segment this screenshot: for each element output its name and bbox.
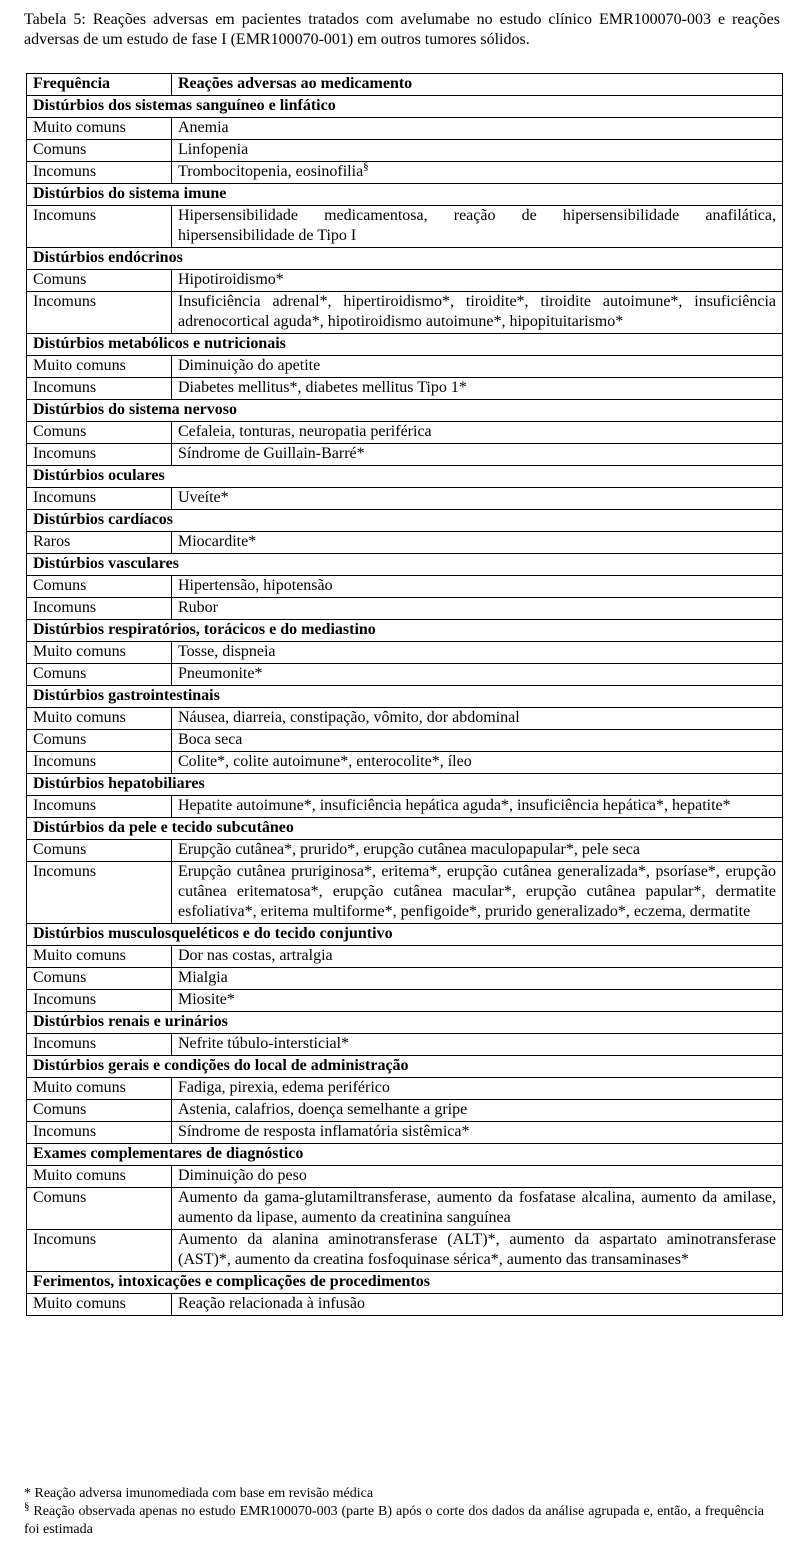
reactions-text: Tosse, dispneia <box>178 643 276 660</box>
reactions-cell <box>172 1188 783 1230</box>
frequency-cell: Incomuns <box>27 990 172 1012</box>
table-row <box>27 1122 783 1144</box>
frequency-cell: Incomuns <box>27 1122 172 1144</box>
frequency-cell: Incomuns <box>27 206 172 248</box>
category-name: Distúrbios vasculares <box>27 554 783 576</box>
category-row <box>27 248 783 270</box>
table-row <box>27 1188 783 1230</box>
frequency-cell: Muito comuns <box>27 1166 172 1188</box>
frequency-cell: Comuns <box>27 840 172 862</box>
reactions-cell <box>172 752 783 774</box>
category-row <box>27 924 783 946</box>
table-row <box>27 598 783 620</box>
category-name: Distúrbios da pele e tecido subcutâneo <box>27 818 783 840</box>
category-row <box>27 96 783 118</box>
category-name: Distúrbios metabólicos e nutricionais <box>27 334 783 356</box>
frequency-cell: Comuns <box>27 730 172 752</box>
frequency-cell: Incomuns <box>27 796 172 818</box>
category-name: Distúrbios musculosqueléticos e do tecido conjuntivo <box>27 924 783 946</box>
reactions-text: Hipertensão, hipotensão <box>178 577 333 594</box>
frequency-cell: Muito comuns <box>27 1294 172 1316</box>
category-row <box>27 1272 783 1294</box>
header-frequency: Frequência <box>27 74 172 96</box>
category-row <box>27 466 783 488</box>
reactions-cell <box>172 840 783 862</box>
category-row <box>27 1056 783 1078</box>
reactions-text: Aumento da alanina aminotransferase (ALT)*, aumento da aspartato aminotransferase (AST)*, aumento da creatina fosfoquinase sérica*, aumento das transaminases* <box>178 1231 776 1268</box>
category-row <box>27 184 783 206</box>
table-row <box>27 378 783 400</box>
reactions-cell <box>172 1078 783 1100</box>
reactions-cell <box>172 378 783 400</box>
category-name: Distúrbios respiratórios, torácicos e do mediastino <box>27 620 783 642</box>
reactions-cell <box>172 796 783 818</box>
frequency-cell: Incomuns <box>27 1230 172 1272</box>
reactions-text: Hipotiroidismo* <box>178 271 284 288</box>
frequency-cell: Raros <box>27 532 172 554</box>
reactions-text: Aumento da gama-glutamiltransferase, aumento da fosfatase alcalina, aumento da amilase, aumento da lipase, aumento da creatinina sanguínea <box>178 1189 776 1226</box>
reactions-text: Fadiga, pirexia, edema periférico <box>178 1079 390 1096</box>
frequency-cell: Comuns <box>27 140 172 162</box>
frequency-cell: Muito comuns <box>27 946 172 968</box>
reactions-text: Hepatite autoimune*, insuficiência hepática aguda*, insuficiência hepática*, hepatite* <box>178 797 731 814</box>
category-row <box>27 554 783 576</box>
footnote-section <box>24 1500 765 1539</box>
frequency-cell: Muito comuns <box>27 356 172 378</box>
frequency-cell: Incomuns <box>27 378 172 400</box>
reactions-text: Rubor <box>178 599 218 616</box>
category-row <box>27 334 783 356</box>
category-name: Ferimentos, intoxicações e complicações de procedimentos <box>27 1272 783 1294</box>
reactions-text: Miocardite* <box>178 533 257 550</box>
reactions-cell <box>172 422 783 444</box>
reactions-text: Insuficiência adrenal*, hipertiroidismo*, tiroidite*, tiroidite autoimune*, insuficiência adrenocortical aguda*, hipotiroidismo autoimune*, hipopituitarismo* <box>178 293 776 330</box>
table-row <box>27 1166 783 1188</box>
category-row <box>27 620 783 642</box>
category-name: Distúrbios do sistema nervoso <box>27 400 783 422</box>
table-row <box>27 576 783 598</box>
frequency-cell: Incomuns <box>27 444 172 466</box>
table-row <box>27 796 783 818</box>
reactions-cell <box>172 1034 783 1056</box>
category-name: Distúrbios cardíacos <box>27 510 783 532</box>
frequency-cell: Comuns <box>27 1100 172 1122</box>
category-row <box>27 1012 783 1034</box>
footnote-mark: * <box>24 1486 31 1501</box>
footnote-text: Reação adversa imunomediada com base em revisão médica <box>34 1486 374 1501</box>
reactions-cell <box>172 968 783 990</box>
table-row <box>27 444 783 466</box>
frequency-cell: Muito comuns <box>27 118 172 140</box>
table-row <box>27 862 783 924</box>
reactions-cell <box>172 1230 783 1272</box>
reactions-cell <box>172 708 783 730</box>
table-row <box>27 990 783 1012</box>
category-name: Distúrbios oculares <box>27 466 783 488</box>
reactions-cell <box>172 292 783 334</box>
frequency-cell: Incomuns <box>27 162 172 184</box>
footnote-text: Reação observada apenas no estudo EMR100070-003 (parte B) após o corte dos dados da análise agrupada e, então, a frequência foi estimada <box>24 1504 765 1537</box>
table-row <box>27 140 783 162</box>
reactions-cell <box>172 1100 783 1122</box>
frequency-cell: Incomuns <box>27 292 172 334</box>
table-row <box>27 206 783 248</box>
category-row <box>27 400 783 422</box>
table-row <box>27 292 783 334</box>
frequency-cell: Incomuns <box>27 862 172 924</box>
category-name: Exames complementares de diagnóstico <box>27 1144 783 1166</box>
reactions-text: Síndrome de resposta inflamatória sistêmica* <box>178 1123 470 1140</box>
reactions-cell <box>172 140 783 162</box>
table-row <box>27 664 783 686</box>
category-name: Distúrbios gastrointestinais <box>27 686 783 708</box>
category-row <box>27 818 783 840</box>
reactions-cell <box>172 1122 783 1144</box>
frequency-cell: Comuns <box>27 968 172 990</box>
reactions-cell <box>172 990 783 1012</box>
adverse-reactions-table <box>26 73 783 1316</box>
table-row <box>27 532 783 554</box>
frequency-cell: Incomuns <box>27 752 172 774</box>
reactions-cell <box>172 576 783 598</box>
footnotes <box>24 1485 764 1539</box>
frequency-cell: Incomuns <box>27 598 172 620</box>
table-row <box>27 730 783 752</box>
table-row <box>27 1100 783 1122</box>
reactions-text: Erupção cutânea pruriginosa*, eritema*, erupção cutânea generalizada*, psoríase*, erupção cutânea eritematosa*, erupção cutânea macular*, erupção cutânea papular*, dermatite esfoliativa*, eritema multiforme*, penfigoide*, prurido generalizado*, eczema, dermatite <box>178 863 776 920</box>
table-row <box>27 356 783 378</box>
reactions-text: Dor nas costas, artralgia <box>178 947 333 964</box>
table-row <box>27 422 783 444</box>
table-row <box>27 1034 783 1056</box>
reactions-cell <box>172 730 783 752</box>
reactions-cell <box>172 488 783 510</box>
frequency-cell: Incomuns <box>27 488 172 510</box>
reactions-text: Linfopenia <box>178 141 249 158</box>
reactions-cell <box>172 444 783 466</box>
table-body <box>27 96 783 1316</box>
reactions-cell <box>172 532 783 554</box>
frequency-cell: Comuns <box>27 1188 172 1230</box>
table-row <box>27 840 783 862</box>
reactions-text: Reação relacionada à infusão <box>178 1295 366 1312</box>
category-row <box>27 510 783 532</box>
table-row <box>27 488 783 510</box>
reactions-cell <box>172 206 783 248</box>
table-row <box>27 946 783 968</box>
reactions-text: Astenia, calafrios, doença semelhante a gripe <box>178 1101 468 1118</box>
reactions-text: Náusea, diarreia, constipação, vômito, dor abdominal <box>178 709 520 726</box>
table-caption: Tabela 5: Reações adversas em pacientes tratados com avelumabe no estudo clínico EMR100070-003 e reações adversas de um estudo de fase I (EMR100070-001) em outros tumores sólidos. <box>24 11 780 48</box>
reactions-cell <box>172 356 783 378</box>
footnote-immune <box>24 1485 764 1503</box>
frequency-cell: Muito comuns <box>27 642 172 664</box>
category-name: Distúrbios gerais e condições do local de administração <box>27 1056 783 1078</box>
frequency-cell: Comuns <box>27 270 172 292</box>
frequency-cell: Muito comuns <box>27 708 172 730</box>
table-row <box>27 752 783 774</box>
reactions-text: Hipersensibilidade medicamentosa, reação de hipersensibilidade anafilática, hipersensibilidade de Tipo I <box>178 207 776 244</box>
table-row <box>27 118 783 140</box>
reactions-text: Mialgia <box>178 969 228 986</box>
reactions-text: Diabetes mellitus*, diabetes mellitus Tipo 1* <box>178 379 467 396</box>
table-row <box>27 1078 783 1100</box>
reactions-text: Erupção cutânea*, prurido*, erupção cutânea maculopapular*, pele seca <box>178 841 640 858</box>
frequency-cell: Muito comuns <box>27 1078 172 1100</box>
reactions-cell <box>172 162 783 184</box>
table-row <box>27 708 783 730</box>
table-row <box>27 162 783 184</box>
header-reactions: Reações adversas ao medicamento <box>172 74 783 96</box>
reactions-text: Trombocitopenia, eosinofilia <box>178 163 364 180</box>
reactions-text: Boca seca <box>178 731 243 748</box>
table-row <box>27 270 783 292</box>
category-name: Distúrbios do sistema imune <box>27 184 783 206</box>
category-row <box>27 1144 783 1166</box>
reactions-cell <box>172 946 783 968</box>
category-row <box>27 686 783 708</box>
reactions-text: Colite*, colite autoimune*, enterocolite*, íleo <box>178 753 472 770</box>
reactions-cell <box>172 118 783 140</box>
frequency-cell: Comuns <box>27 576 172 598</box>
table-row <box>27 642 783 664</box>
reactions-cell <box>172 642 783 664</box>
reactions-text: Anemia <box>178 119 229 136</box>
reactions-cell <box>172 1166 783 1188</box>
table-row <box>27 968 783 990</box>
reactions-cell <box>172 598 783 620</box>
reactions-text: Cefaleia, tonturas, neuropatia periférica <box>178 423 432 440</box>
category-name: Distúrbios renais e urinários <box>27 1012 783 1034</box>
reactions-text: Pneumonite* <box>178 665 263 682</box>
category-name: Distúrbios hepatobiliares <box>27 774 783 796</box>
reactions-text: Miosite* <box>178 991 235 1008</box>
table-row <box>27 1230 783 1272</box>
frequency-cell: Comuns <box>27 422 172 444</box>
reactions-text: Diminuição do apetite <box>178 357 321 374</box>
reactions-text: Uveíte* <box>178 489 229 506</box>
footnote-marker: § <box>363 160 369 173</box>
reactions-cell <box>172 1294 783 1316</box>
footnote-mark: § <box>24 1500 30 1513</box>
frequency-cell: Comuns <box>27 664 172 686</box>
reactions-cell <box>172 270 783 292</box>
category-row <box>27 774 783 796</box>
category-name: Distúrbios endócrinos <box>27 248 783 270</box>
reactions-text: Síndrome de Guillain-Barré* <box>178 445 365 462</box>
reactions-cell <box>172 862 783 924</box>
category-name: Distúrbios dos sistemas sanguíneo e linfático <box>27 96 783 118</box>
reactions-text: Diminuição do peso <box>178 1167 307 1184</box>
table-row <box>27 1294 783 1316</box>
reactions-cell <box>172 664 783 686</box>
reactions-text: Nefrite túbulo-intersticial* <box>178 1035 350 1052</box>
frequency-cell: Incomuns <box>27 1034 172 1056</box>
table-header-row <box>27 74 783 96</box>
